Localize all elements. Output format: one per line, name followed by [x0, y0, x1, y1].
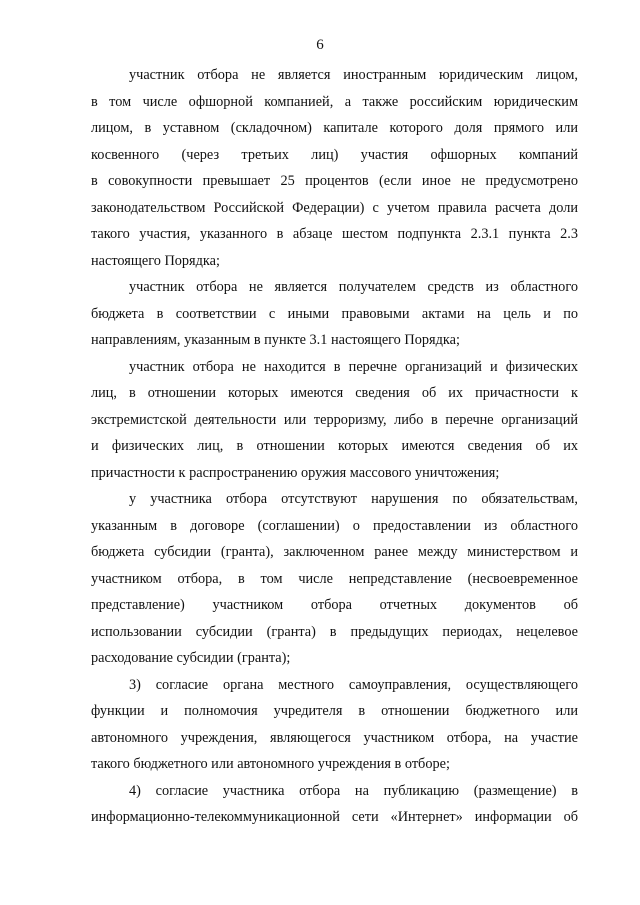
paragraph-offshore-requirement — [91, 62, 578, 274]
text-line: указанным в договоре (соглашении) о предоставлении из областного — [91, 517, 578, 534]
text-line: в совокупности превышает 25 процентов (если иное не предусмотрено — [91, 173, 578, 189]
text-line: расходование субсидии (гранта); — [91, 650, 291, 666]
text-line: у участника отбора отсутствуют нарушения по обязательствам, — [129, 491, 578, 507]
text-line: участник отбора не находится в перечне организаций и физических — [129, 358, 578, 375]
text-line: участник отбора не является получателем средств из областного — [129, 279, 578, 295]
text-line: 4) согласие участника отбора на публикацию (размещение) в — [129, 782, 578, 799]
text-line: такого участия, указанного в абзаце шестом подпункта 2.3.1 пункта 2.3 — [91, 226, 578, 242]
text-line: настоящего Порядка; — [91, 252, 220, 269]
text-line: такого бюджетного или автономного учреждения в отборе; — [91, 756, 450, 772]
text-line: участником отбора, в том числе непредставление (несвоевременное — [91, 570, 578, 587]
text-line: законодательством Российской Федерации) с учетом правила расчета доли — [91, 199, 578, 216]
text-line: направлениям, указанным в пункте 3.1 настоящего Порядка; — [91, 332, 460, 348]
page-number: 6 — [316, 37, 324, 53]
paragraph-item-4-publication-consent — [91, 778, 578, 831]
paragraph-obligations-requirement — [91, 486, 578, 672]
text-line: лицом, в уставном (складочном) капитале которого доля прямого или — [91, 120, 578, 136]
text-line: представление) участником отбора отчетных документов об — [91, 597, 578, 613]
body-text — [91, 62, 578, 831]
text-line: экстремистской деятельности или терроризму, либо в перечне организаций — [91, 411, 578, 428]
text-line: причастности к распространению оружия массового уничтожения; — [91, 464, 500, 481]
text-line: косвенного (через третьих лиц) участия офшорных компаний — [91, 146, 578, 163]
text-line: автономного учреждения, являющегося участником отбора, на участие — [91, 729, 578, 746]
text-line: информационно-телекоммуникационной сети «Интернет» информации об — [91, 809, 578, 825]
text-line: и физических лиц, в отношении которых имеются сведения об их — [91, 438, 578, 454]
text-line: бюджета субсидии (гранта), заключенном ранее между министерством и — [91, 544, 578, 560]
paragraph-extremism-list-requirement — [91, 354, 578, 487]
text-line: бюджета в соответствии с иными правовыми актами на цель и по — [91, 305, 578, 322]
text-line: лиц, в отношении которых имеются сведения об их причастности к — [91, 385, 578, 401]
text-line: 3) согласие органа местного самоуправления, осуществляющего — [129, 676, 578, 693]
text-line: в том числе офшорной компанией, а также российским юридическим — [91, 93, 578, 110]
paragraph-budget-funds-requirement — [91, 274, 578, 354]
text-line: функции и полномочия учредителя в отношении бюджетного или — [91, 703, 578, 719]
text-line: участник отбора не является иностранным юридическим лицом, — [129, 67, 578, 83]
text-line: использовании субсидии (гранта) в предыдущих периодах, нецелевое — [91, 623, 578, 640]
paragraph-item-3-consent-of-founder — [91, 672, 578, 778]
